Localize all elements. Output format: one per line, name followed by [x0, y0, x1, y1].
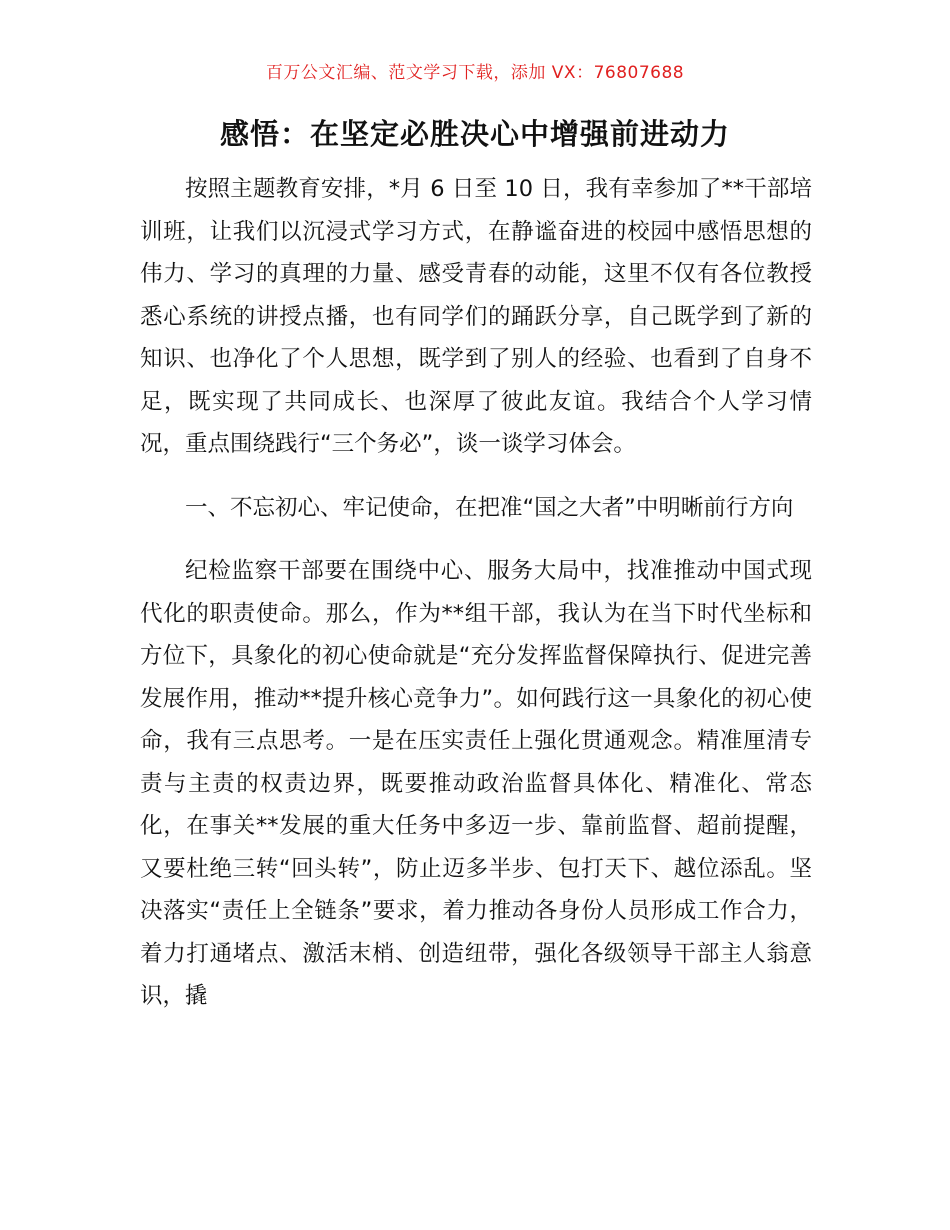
paragraph-intro: 按照主题教育安排，*月 6 日至 10 日，我有幸参加了**干部培训班，让我们以沉浸式学习方式，在静谧奋进的校园中感悟思想的伟力、学习的真理的力量、感受青春的动能，这里不仅有各位教授悉心系统的讲授点播，也有同学们的踊跃分享，自己既学到了新的知识、也净化了个人思想，既学到了别人的经验、也看到了自身不足，既实现了共同成长、也深厚了彼此友谊。我结合个人学习情况，重点围绕践行“三个务必”，谈一谈学习体会。 [140, 176, 812, 457]
document-body [140, 168, 812, 1018]
paragraph-section-1: 纪检监察干部要在围绕中心、服务大局中，找准推动中国式现代化的职责使命。那么，作为**组干部，我认为在当下时代坐标和方位下，具象化的初心使命就是“充分发挥监督保障执行、促进完善发展作用，推动**提升核心竞争力”。如何践行这一具象化的初心使命，我有三点思考。一是在压实责任上强化贯通观念。精准厘清专责与主责的权责边界，既要推动政治监督具体化、精准化、常态化，在事关**发展的重大任务中多迈一步、靠前监督、超前提醒，又要杜绝三转“回头转”，防止迈多半步、包打天下、越位添乱。坚决落实“责任上全链条”要求，着力推动各身份人员形成工作合力，着力打通堵点、激活末梢、创造纽带，强化各级领导干部主人翁意识，撬 [140, 558, 812, 1009]
watermark-header: 百万公文汇编、范文学习下载，添加 VX：76807688 [265, 63, 685, 83]
section-heading-1: 一、不忘初心、牢记使命，在把准“国之大者”中明晰前行方向 [185, 494, 794, 521]
document-title: 感悟：在坚定必胜决心中增强前进动力 [219, 117, 730, 151]
